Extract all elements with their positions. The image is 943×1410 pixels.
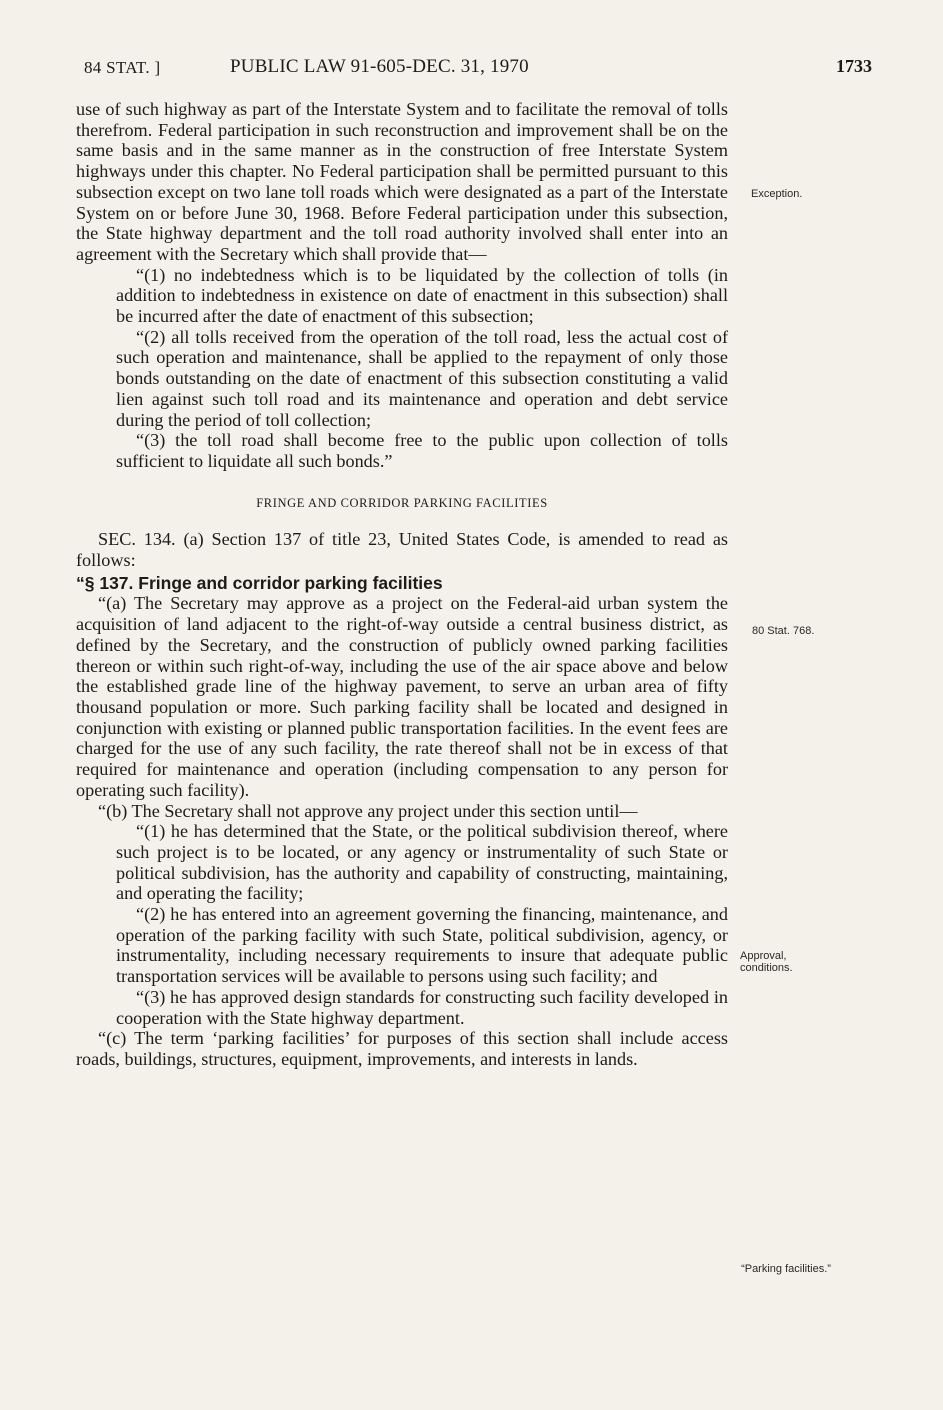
intro-paragraph: use of such highway as part of the Interstate System and to facilitate the removal of tolls therefrom. Federal participation in such reconstruction and improvement shall be on the same basis and in the same manner as in the construction of free Interstate System highways under this chapter. No Federal participation shall be permitted pursuant to this subsection except on two lane toll roads which were designated as a part of the Interstate System on or before June 30, 1968. Before Federal participation under this subsection, the State highway department and the toll road authority involved shall enter into an agreement with the Secretary which shall provide that— [76,99,728,264]
margin-note-parking: “Parking facilities.” [741,1263,831,1275]
sec-137-title: “§ 137. Fringe and corridor parking facilities [76,572,443,593]
paragraph-c: “(c) The term ‘parking facilities’ for purposes of this section shall include access roads, buildings, structures, equipment, improvements, and interests in lands. [76,1028,728,1069]
sec-134-paragraph: SEC. 134. (a) Section 137 of title 23, United States Code, is amended to read as follows: [76,529,728,571]
header-title: PUBLIC LAW 91-605-DEC. 31, 1970 [230,56,529,77]
toll-item-2: “(2) all tolls received from the operation of the toll road, less the actual cost of such operation and maintenance, shall be applied to the repayment of only those bonds outstanding on the date of enactment of this subsection constituting a valid lien against such toll road and its maintenance and operation and debt service during the period of toll collection; [116,326,728,430]
toll-item-1: “(1) no indebtedness which is to be liquidated by the collection of tolls (in addition to indebtedness in existence on date of enactment in this subsection) shall be incurred after the date of enactment of this subsection; [116,264,728,327]
toll-item-3: “(3) the toll road shall become free to the public upon collection of tolls sufficient to liquidate all such bonds.” [116,430,728,471]
section-heading: FRINGE AND CORRIDOR PARKING FACILITIES [256,495,548,510]
b-item-1: “(1) he has determined that the State, or the political subdivision thereof, where such project is to be located, or any agency or instrumentality of such State or political subdivision, has the authority and capability of constructing, maintaining, and operating the facility; [116,821,728,904]
margin-note-stat: 80 Stat. 768. [752,625,815,637]
paragraph-b: “(b) The Secretary shall not approve any project under this section until— [98,800,638,821]
paragraph-a: “(a) The Secretary may approve as a project on the Federal-aid urban system the acquisition of land adjacent to the right-of-way outside a central business district, as defined by the Secretary, and the construction of publicly owned parking facilities thereon or within such right-of-way, including the use of the air space above and below the established grade line of the highway pavement, to serve an urban area of fifty thousand population or more. Such parking facility shall be located and designed in conjunction with existing or planned public transportation facilities. In the event fees are charged for the use of any such facility, the rate thereof shall not be in excess of that required for maintenance and operation (including compensation to any person for operating such facility). [76,593,728,800]
margin-note-exception: Exception. [751,188,803,200]
header-volume: 84 STAT. ] [84,58,161,77]
b-item-2: “(2) he has entered into an agreement governing the financing, maintenance, and operation of the parking facility with such State, political subdivision, agency, or instrumentality, including necessary requirements to insure that adequate public transportation services will be available to persons using such facility; and [116,904,728,987]
margin-note-approval: Approval, conditions. [740,950,793,974]
header-page-number: 1733 [836,56,872,76]
body-text [76,99,728,1070]
b-item-3: “(3) he has approved design standards for constructing such facility developed in cooperation with the State highway department. [116,986,728,1028]
